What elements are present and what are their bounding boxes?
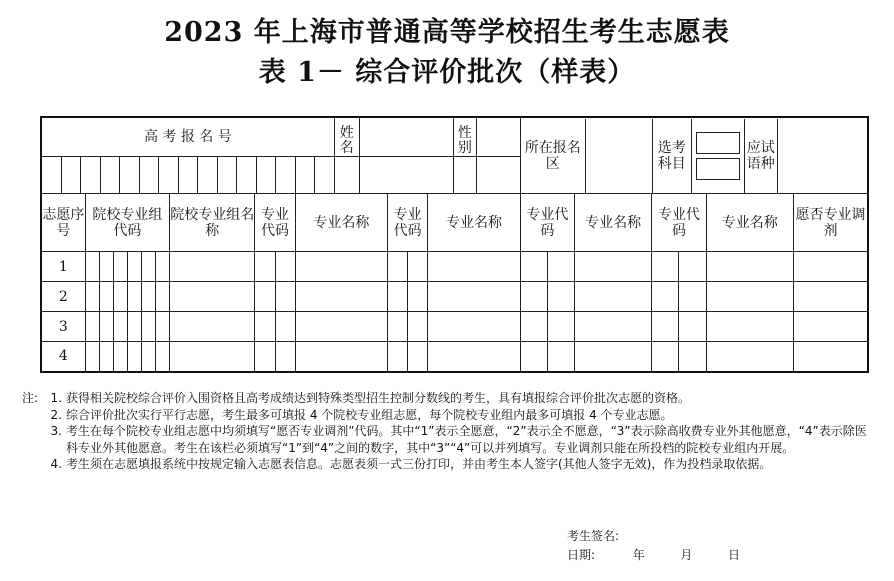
date-label: 日期: [567, 548, 596, 562]
language-label: 应试语种 [746, 139, 775, 172]
application-form-table [40, 116, 869, 373]
name-label: 姓名 [335, 118, 360, 156]
col-major-code-3: 专业代码 [520, 194, 574, 252]
col-major-name-3: 专业名称 [575, 194, 652, 252]
col-major-name-2: 专业名称 [428, 194, 521, 252]
district-label: 所在报名区 [524, 139, 581, 172]
subject-label: 选考科目 [657, 139, 686, 172]
note-text: 考生在每个院校专业组志愿中均须填写“愿否专业调剂”代码。其中“1”表示全愿意，“2”表示全不愿意，“3”表示除高收费专业外其他愿意，“4”表示除医科专业外其他愿意。考生在该栏必须填写“1”到“4”之间的数字，其中“3”“4”可以并列填写。专业调剂只能在所投档的院校专业组内开展。 [66, 424, 867, 455]
page-title: 2023 年上海市普通高等学校招生考生志愿表 [164, 17, 730, 48]
note-item [22, 456, 872, 473]
row-number: 3 [41, 312, 85, 342]
gender-label: 性别 [454, 118, 477, 156]
month-label: 月 [680, 548, 693, 562]
col-major-code-2: 专业代码 [388, 194, 428, 252]
note-item [22, 390, 872, 407]
table-row [41, 312, 868, 342]
col-group-name: 院校专业组名称 [170, 194, 255, 252]
col-group-code: 院校专业组代码 [85, 194, 169, 252]
subject-box-1[interactable] [696, 132, 740, 154]
row-number: 2 [41, 282, 85, 312]
note-item [22, 407, 872, 424]
row-number: 1 [41, 252, 85, 282]
note-text: 综合评价批次实行平行志愿，考生最多可填报 4 个院校专业组志愿，每个院校专业组内最多可填报 4 个专业志愿。 [66, 407, 673, 422]
year-label: 年 [632, 548, 645, 562]
subject-box-2[interactable] [696, 158, 740, 180]
note-number: 3. [50, 424, 62, 438]
note-text: 获得相关院校综合评价入围资格且高考成绩达到特殊类型招生控制分数线的考生，具有填报综合评价批次志愿的资格。 [66, 391, 691, 405]
table-row [41, 282, 868, 312]
row-number: 4 [41, 342, 85, 372]
note-number: 4. [50, 457, 62, 471]
col-major-code-4: 专业代码 [652, 194, 706, 252]
note-text: 考生须在志愿填报系统中按规定输入志愿表信息。志愿表须一式三份打印，并由考生本人签字(其他人签字无效)，作为投档录取依据。 [66, 457, 772, 471]
note-number: 1. [50, 391, 62, 405]
col-major-code-1: 专业代码 [255, 194, 295, 252]
notes-prefix: 注: [22, 391, 39, 405]
exam-number-digits[interactable] [42, 157, 335, 193]
table-row [41, 252, 868, 282]
language-field[interactable] [777, 119, 867, 193]
note-item [22, 423, 872, 456]
col-adjust: 愿否专业调剂 [793, 194, 868, 252]
table-row [41, 342, 868, 372]
signature-label: 考生签名: [567, 529, 620, 543]
exam-number-label: 高 考 报 名 号 [42, 118, 335, 156]
col-seq: 志愿序号 [41, 194, 85, 252]
note-number: 2. [50, 407, 62, 422]
gender-field[interactable] [477, 118, 520, 156]
notes-section [22, 390, 872, 473]
col-major-name-4: 专业名称 [706, 194, 793, 252]
day-label: 日 [728, 548, 741, 562]
name-field[interactable] [360, 118, 454, 156]
col-major-name-1: 专业名称 [295, 194, 387, 252]
page-subtitle: 表 1－ 综合评价批次（样表） [258, 57, 636, 88]
district-field[interactable] [585, 119, 653, 193]
subject-field[interactable] [691, 119, 745, 193]
date-line [567, 546, 807, 563]
